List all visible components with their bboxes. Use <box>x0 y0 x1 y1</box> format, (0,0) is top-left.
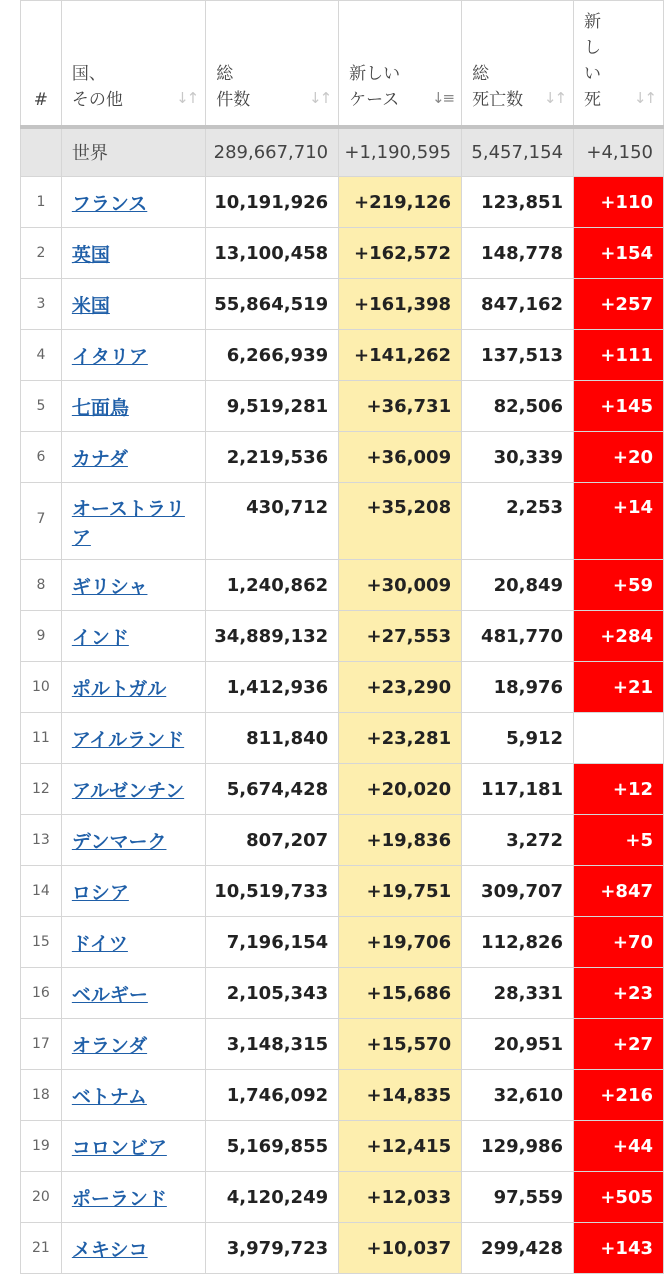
new-cases-cell: +141,262 <box>339 330 462 381</box>
new-deaths-cell: +20 <box>574 432 664 483</box>
country-link[interactable]: イタリア <box>71 345 148 368</box>
total-deaths-cell: 3,272 <box>462 815 574 866</box>
total-cases-cell: 1,412,936 <box>206 662 339 713</box>
total-cases-cell: 4,120,249 <box>206 1172 339 1223</box>
country-cell <box>61 1121 205 1172</box>
total-cases-cell: 2,219,536 <box>206 432 339 483</box>
table-row <box>21 279 664 330</box>
row-index: 4 <box>21 330 62 381</box>
table-row <box>21 815 664 866</box>
total-deaths-cell: 32,610 <box>462 1070 574 1121</box>
total-cases-cell: 3,979,723 <box>206 1223 339 1274</box>
total-deaths-cell: 123,851 <box>462 177 574 228</box>
table-row <box>21 968 664 1019</box>
total-cases-cell: 13,100,458 <box>206 228 339 279</box>
new-deaths-cell: +21 <box>574 662 664 713</box>
new-cases-cell: +15,570 <box>339 1019 462 1070</box>
total-deaths-cell: 20,951 <box>462 1019 574 1070</box>
new-cases-cell: +36,009 <box>339 432 462 483</box>
new-deaths-cell: +154 <box>574 228 664 279</box>
new-deaths-cell: +143 <box>574 1223 664 1274</box>
total-cases-cell: 5,674,428 <box>206 764 339 815</box>
new-cases-cell: +35,208 <box>339 483 462 560</box>
new-deaths-cell: +257 <box>574 279 664 330</box>
sort-arrows-icon[interactable]: ↓↑ <box>543 88 566 107</box>
total-deaths-header[interactable] <box>462 1 574 127</box>
row-index: 3 <box>21 279 62 330</box>
table-row <box>21 1223 664 1274</box>
row-index: 10 <box>21 662 62 713</box>
table-row <box>21 764 664 815</box>
total-deaths-cell: 20,849 <box>462 560 574 611</box>
new-cases-header-label-2: ケース <box>349 89 400 110</box>
world-total-deaths: 5,457,154 <box>462 127 574 177</box>
table-row <box>21 1172 664 1223</box>
new-cases-cell: +12,033 <box>339 1172 462 1223</box>
new-deaths-cell: +27 <box>574 1019 664 1070</box>
new-deaths-cell: +505 <box>574 1172 664 1223</box>
total-deaths-cell: 137,513 <box>462 330 574 381</box>
sort-arrows-icon[interactable]: ↓↑ <box>633 88 655 107</box>
sort-desc-icon[interactable]: ↓≡ <box>431 88 454 107</box>
total-deaths-cell: 847,162 <box>462 279 574 330</box>
total-cases-header[interactable] <box>206 1 339 127</box>
total-cases-cell: 811,840 <box>206 713 339 764</box>
total-deaths-cell: 129,986 <box>462 1121 574 1172</box>
new-deaths-cell: +145 <box>574 381 664 432</box>
world-index-cell <box>21 127 62 177</box>
country-link[interactable]: コロンビア <box>71 1136 167 1159</box>
total-cases-cell: 2,105,343 <box>206 968 339 1019</box>
country-cell <box>61 1070 205 1121</box>
new-cases-cell: +23,281 <box>339 713 462 764</box>
new-deaths-cell: +110 <box>574 177 664 228</box>
world-name: 世界 <box>61 127 205 177</box>
total-deaths-cell: 30,339 <box>462 432 574 483</box>
row-index: 1 <box>21 177 62 228</box>
country-cell <box>61 968 205 1019</box>
total-cases-cell: 3,148,315 <box>206 1019 339 1070</box>
row-index: 21 <box>21 1223 62 1274</box>
country-link[interactable]: カナダ <box>71 447 128 470</box>
new-cases-cell: +162,572 <box>339 228 462 279</box>
new-deaths-cell: +14 <box>574 483 664 560</box>
new-cases-cell: +10,037 <box>339 1223 462 1274</box>
country-cell <box>61 330 205 381</box>
new-cases-cell: +14,835 <box>339 1070 462 1121</box>
total-deaths-cell: 309,707 <box>462 866 574 917</box>
row-index: 7 <box>21 483 62 560</box>
total-cases-header-label-1: 総 <box>216 63 234 84</box>
new-cases-cell: +20,020 <box>339 764 462 815</box>
country-header-label-2: その他 <box>71 89 123 110</box>
new-cases-header-label-1: 新しい <box>349 63 401 84</box>
new-cases-header[interactable] <box>339 1 462 127</box>
country-cell <box>61 177 205 228</box>
country-cell <box>61 713 205 764</box>
index-header <box>21 1 62 127</box>
new-deaths-cell: +847 <box>574 866 664 917</box>
country-link[interactable]: オーストラリア <box>71 498 185 549</box>
table-row <box>21 483 664 560</box>
covid-stats-table <box>20 0 664 1274</box>
new-deaths-cell: +23 <box>574 968 664 1019</box>
table-row <box>21 1019 664 1070</box>
country-link[interactable]: デンマーク <box>71 830 167 853</box>
country-cell <box>61 560 205 611</box>
total-cases-cell: 55,864,519 <box>206 279 339 330</box>
world-total-cases: 289,667,710 <box>206 127 339 177</box>
sort-arrows-icon[interactable]: ↓↑ <box>309 88 331 107</box>
table-row <box>21 1070 664 1121</box>
country-cell <box>61 764 205 815</box>
new-cases-cell: +30,009 <box>339 560 462 611</box>
new-cases-cell: +161,398 <box>339 279 462 330</box>
country-link[interactable]: ロシア <box>71 881 129 904</box>
row-index: 15 <box>21 917 62 968</box>
table-row <box>21 1121 664 1172</box>
table-row <box>21 917 664 968</box>
country-link[interactable]: ベトナム <box>71 1085 147 1108</box>
new-cases-cell: +219,126 <box>339 177 462 228</box>
new-deaths-cell: +59 <box>574 560 664 611</box>
row-index: 8 <box>21 560 62 611</box>
country-link[interactable]: メキシコ <box>71 1238 148 1261</box>
country-link[interactable]: オランダ <box>71 1034 148 1057</box>
new-deaths-header-label-2: し <box>584 37 602 58</box>
total-cases-cell: 430,712 <box>206 483 339 560</box>
country-link[interactable]: インド <box>71 626 129 649</box>
total-deaths-cell: 112,826 <box>462 917 574 968</box>
new-cases-cell: +19,706 <box>339 917 462 968</box>
country-link[interactable]: 米国 <box>71 294 110 317</box>
country-cell <box>61 917 205 968</box>
total-deaths-cell: 299,428 <box>462 1223 574 1274</box>
new-cases-cell: +15,686 <box>339 968 462 1019</box>
country-cell <box>61 228 205 279</box>
country-link[interactable]: ギリシャ <box>71 575 148 598</box>
new-deaths-cell: +12 <box>574 764 664 815</box>
total-deaths-cell: 97,559 <box>462 1172 574 1223</box>
table-row <box>21 713 664 764</box>
new-deaths-cell: +5 <box>574 815 664 866</box>
table-row <box>21 611 664 662</box>
total-deaths-cell: 481,770 <box>462 611 574 662</box>
new-deaths-cell <box>574 713 664 764</box>
country-cell <box>61 866 205 917</box>
country-link[interactable]: ベルギー <box>71 983 148 1006</box>
country-link[interactable]: フランス <box>71 192 148 215</box>
total-cases-cell: 6,266,939 <box>206 330 339 381</box>
total-cases-cell: 1,746,092 <box>206 1070 339 1121</box>
row-index: 18 <box>21 1070 62 1121</box>
row-index: 13 <box>21 815 62 866</box>
table-row <box>21 381 664 432</box>
country-link[interactable]: 七面鳥 <box>71 396 129 419</box>
table-row <box>21 177 664 228</box>
new-cases-cell: +23,290 <box>339 662 462 713</box>
row-index: 16 <box>21 968 62 1019</box>
row-index: 5 <box>21 381 62 432</box>
total-deaths-cell: 148,778 <box>462 228 574 279</box>
country-header[interactable] <box>61 1 205 127</box>
table-header-row <box>21 1 664 127</box>
new-deaths-header-label-4: 死 <box>584 89 602 110</box>
row-index: 20 <box>21 1172 62 1223</box>
country-link[interactable]: ポーランド <box>71 1187 167 1210</box>
world-total-row <box>21 127 664 177</box>
total-cases-cell: 9,519,281 <box>206 381 339 432</box>
new-deaths-cell: +111 <box>574 330 664 381</box>
new-cases-cell: +19,751 <box>339 866 462 917</box>
country-link[interactable]: ドイツ <box>71 932 128 955</box>
total-cases-cell: 34,889,132 <box>206 611 339 662</box>
row-index: 19 <box>21 1121 62 1172</box>
total-cases-cell: 1,240,862 <box>206 560 339 611</box>
total-deaths-header-label-2: 死亡数 <box>472 89 524 110</box>
country-cell <box>61 1223 205 1274</box>
new-deaths-cell: +44 <box>574 1121 664 1172</box>
sort-arrows-icon[interactable]: ↓↑ <box>176 88 198 107</box>
row-index: 14 <box>21 866 62 917</box>
country-cell <box>61 432 205 483</box>
total-cases-cell: 10,191,926 <box>206 177 339 228</box>
row-index: 6 <box>21 432 62 483</box>
country-link[interactable]: アルゼンチン <box>71 779 185 802</box>
new-deaths-header-label-1: 新 <box>584 11 602 32</box>
total-deaths-header-label-1: 総 <box>472 63 490 84</box>
total-deaths-cell: 117,181 <box>462 764 574 815</box>
total-deaths-cell: 2,253 <box>462 483 574 560</box>
country-cell <box>61 662 205 713</box>
row-index: 2 <box>21 228 62 279</box>
row-index: 17 <box>21 1019 62 1070</box>
country-cell <box>61 815 205 866</box>
new-deaths-cell: +70 <box>574 917 664 968</box>
new-cases-cell: +19,836 <box>339 815 462 866</box>
new-deaths-header[interactable] <box>574 1 664 127</box>
total-deaths-cell: 82,506 <box>462 381 574 432</box>
country-cell <box>61 1019 205 1070</box>
table-row <box>21 662 664 713</box>
table-row <box>21 866 664 917</box>
table-row <box>21 432 664 483</box>
row-index: 12 <box>21 764 62 815</box>
total-deaths-cell: 28,331 <box>462 968 574 1019</box>
country-link[interactable]: アイルランド <box>71 728 185 751</box>
country-link[interactable]: 英国 <box>71 243 110 266</box>
total-cases-cell: 7,196,154 <box>206 917 339 968</box>
new-deaths-cell: +284 <box>574 611 664 662</box>
new-deaths-header-label-3: い <box>584 63 602 84</box>
country-cell <box>61 381 205 432</box>
new-cases-cell: +27,553 <box>339 611 462 662</box>
world-new-deaths: +4,150 <box>574 127 664 177</box>
total-cases-header-label-2: 件数 <box>216 89 251 110</box>
world-new-cases: +1,190,595 <box>339 127 462 177</box>
total-cases-cell: 5,169,855 <box>206 1121 339 1172</box>
table-row <box>21 330 664 381</box>
table-row <box>21 228 664 279</box>
country-cell <box>61 611 205 662</box>
country-cell <box>61 1172 205 1223</box>
new-deaths-cell: +216 <box>574 1070 664 1121</box>
total-cases-cell: 807,207 <box>206 815 339 866</box>
row-index: 11 <box>21 713 62 764</box>
new-cases-cell: +36,731 <box>339 381 462 432</box>
index-header-label: # <box>33 89 49 110</box>
country-link[interactable]: ポルトガル <box>71 677 167 700</box>
table-row <box>21 560 664 611</box>
total-deaths-cell: 18,976 <box>462 662 574 713</box>
country-header-label-1: 国、 <box>71 63 106 84</box>
total-cases-cell: 10,519,733 <box>206 866 339 917</box>
new-cases-cell: +12,415 <box>339 1121 462 1172</box>
country-cell <box>61 279 205 330</box>
total-deaths-cell: 5,912 <box>462 713 574 764</box>
row-index: 9 <box>21 611 62 662</box>
country-cell <box>61 483 205 560</box>
